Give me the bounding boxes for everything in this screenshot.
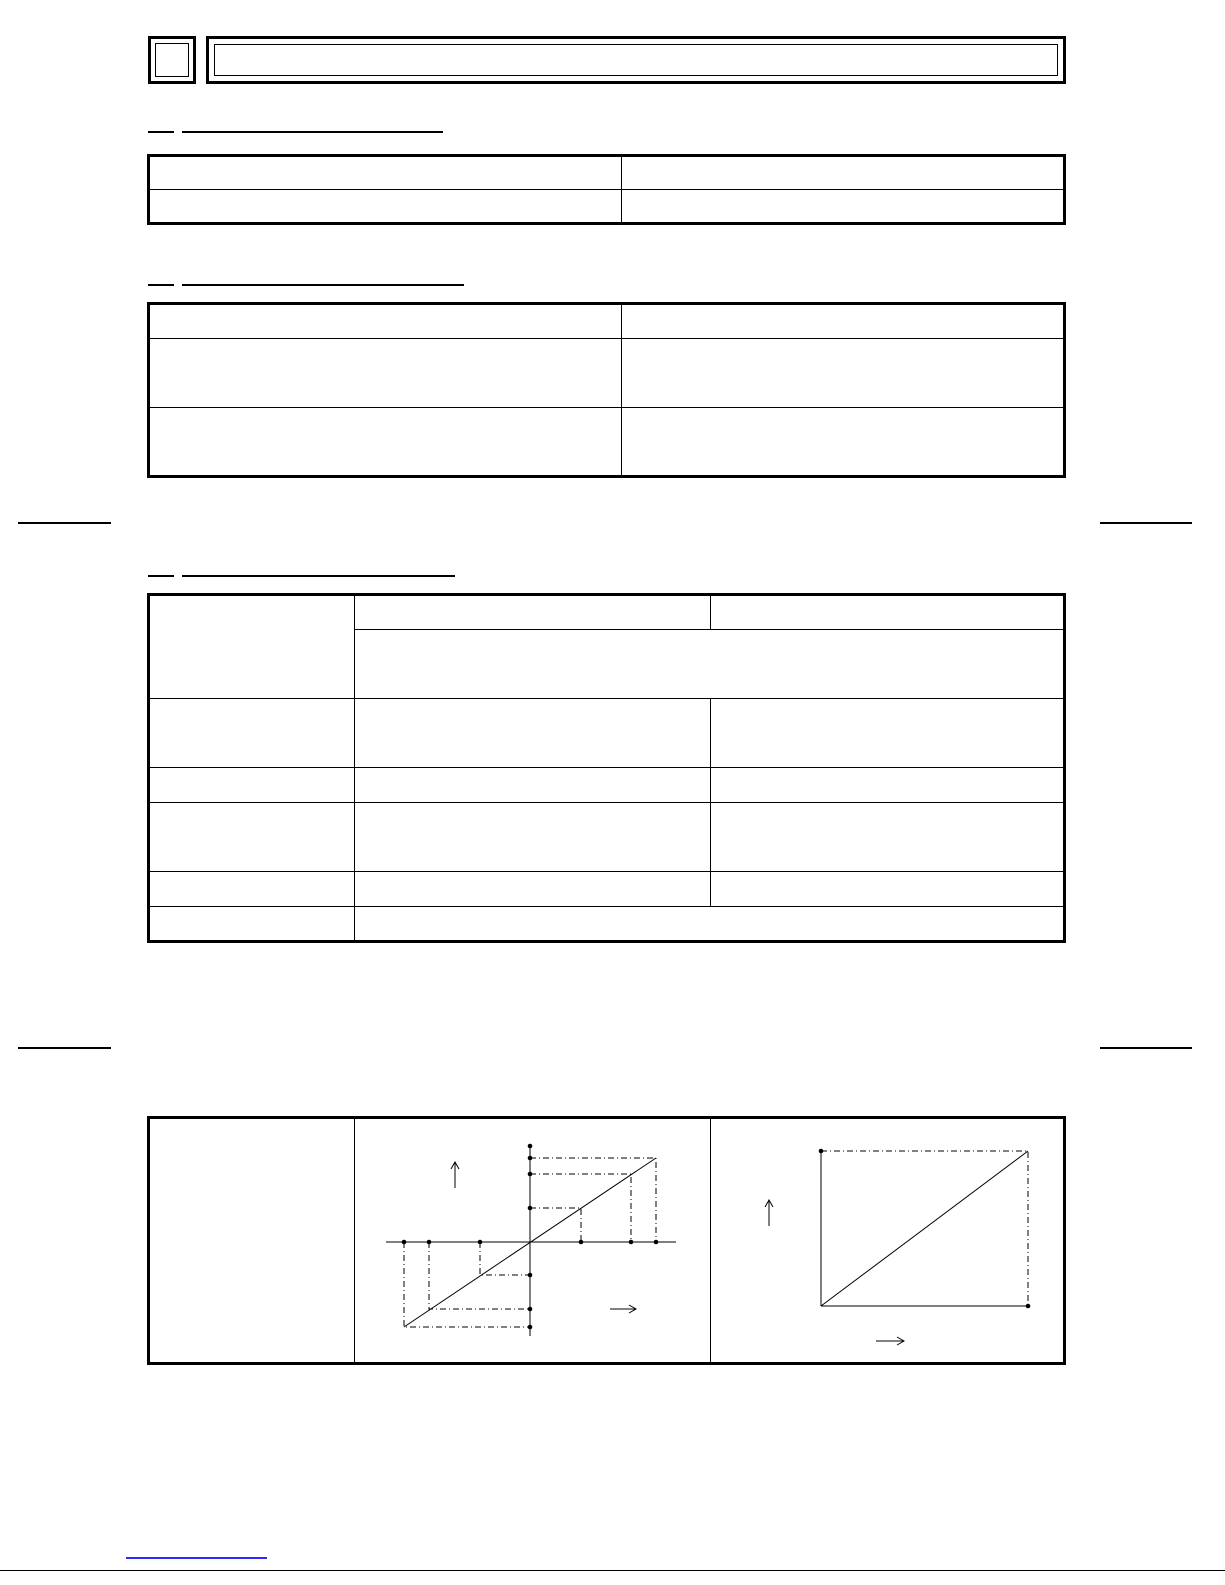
table-cell	[622, 156, 1065, 190]
bipolar-scaling-diagram	[354, 1120, 708, 1363]
transfer-line	[821, 1151, 1028, 1306]
table-cell	[149, 907, 355, 942]
section1-number-underline	[148, 131, 174, 133]
table-cell	[149, 408, 622, 477]
table-cell	[149, 803, 355, 872]
table-cell	[149, 699, 355, 768]
footer-link[interactable]	[126, 1557, 267, 1559]
left-margin-rule-lower	[18, 1047, 111, 1049]
table-cell	[711, 803, 1065, 872]
up-arrow-icon	[451, 1162, 459, 1188]
section3-heading-underline	[182, 575, 455, 577]
section-title-inner	[214, 44, 1058, 76]
table-cell	[149, 339, 622, 408]
section-title-box	[206, 36, 1066, 84]
table-cell	[355, 630, 1065, 699]
table-cell	[711, 595, 1065, 630]
up-arrow-icon	[765, 1200, 773, 1226]
table-cell	[622, 408, 1065, 477]
table-cell	[149, 190, 622, 224]
table-cell	[149, 595, 355, 699]
table-cell	[622, 190, 1065, 224]
table-cell	[355, 872, 711, 907]
section3-number-underline	[148, 575, 174, 577]
section1-table	[147, 154, 1066, 225]
table-cell	[149, 1118, 355, 1364]
table-cell	[355, 595, 711, 630]
table-cell	[355, 803, 711, 872]
table-cell	[355, 768, 711, 803]
right-arrow-icon	[876, 1337, 904, 1345]
footer-rule	[0, 1570, 1225, 1571]
section3-table	[147, 593, 1066, 943]
table-cell	[149, 768, 355, 803]
section-number-box	[148, 36, 196, 84]
table-cell	[355, 699, 711, 768]
table-cell	[149, 872, 355, 907]
unipolar-scaling-diagram	[710, 1120, 1064, 1363]
table-cell	[622, 339, 1065, 408]
right-margin-rule	[1100, 522, 1192, 524]
table-cell	[149, 304, 622, 339]
table-cell	[711, 768, 1065, 803]
left-margin-rule	[18, 522, 111, 524]
right-arrow-icon	[610, 1305, 636, 1313]
section1-heading-underline	[182, 131, 443, 133]
section2-heading-underline	[182, 284, 464, 286]
section-number-inner	[155, 43, 189, 77]
section2-table	[147, 302, 1066, 478]
table-cell	[622, 304, 1065, 339]
table-cell	[149, 156, 622, 190]
table-cell	[711, 699, 1065, 768]
section2-number-underline	[148, 284, 174, 286]
table-cell	[711, 872, 1065, 907]
table-cell	[355, 907, 1065, 942]
right-margin-rule-lower	[1100, 1047, 1192, 1049]
